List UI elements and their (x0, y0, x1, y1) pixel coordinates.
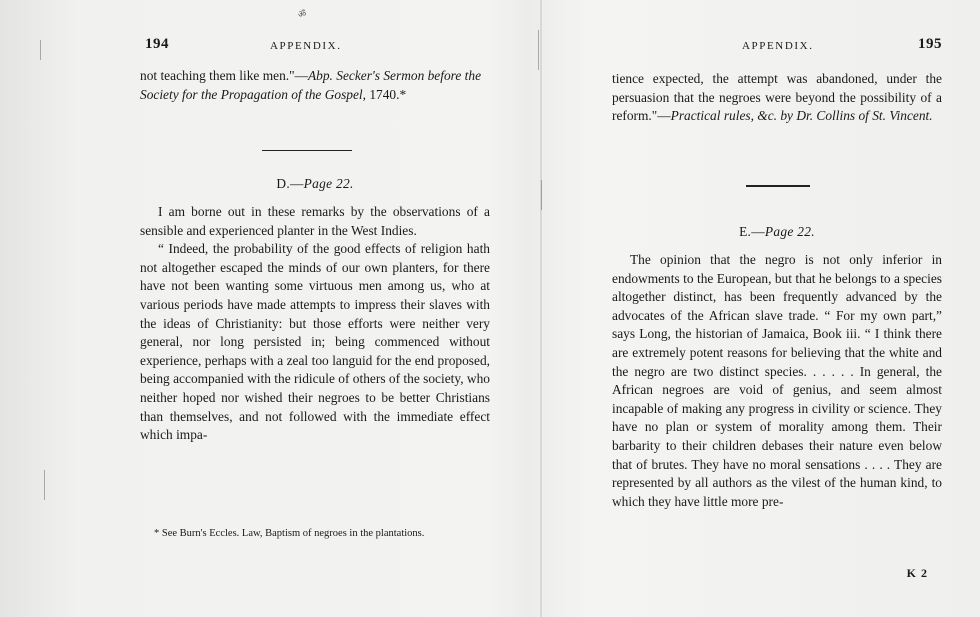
section-divider (746, 185, 810, 187)
left-top-text (140, 67, 490, 104)
paragraph: I am borne out in these remarks by the observations of a sensible and experienced planter in the West Indies. (140, 204, 490, 238)
top-text-plain: not teaching them like men."— (140, 68, 308, 83)
right-edge-mark (541, 180, 542, 210)
printer-ornament: ॐ (298, 9, 307, 19)
top-text-plain: tience expected, the attempt was abandoned, under the persuasion that the negroes were beyond the possibility of a reform."— (612, 71, 942, 124)
footnote-text: * See Burn's Eccles. Law, Baptism of negroes in the plantations. (154, 528, 425, 539)
section-letter: E.— (739, 224, 765, 239)
left-edge-mark (40, 40, 41, 60)
footnote (140, 526, 490, 542)
left-running-head: APPENDIX. (270, 40, 342, 52)
paragraph: The opinion that the negro is not only inferior in endowments to the European, but that he belongs to a species altogether distinct, has been frequently advanced by the advocates of the African slave trade. “ For my own part,” says Long, the historian of Jamaica, Book iii. “ I think there are extremely potent reasons for believing that the white and the negro are two distinct species. . . . . . In general, the African negroes are void of genius, and seem almost incapable of making any progress in civility or science. They have no plan or system of morality among them. Their barbarity to their children debases their nature even below that of brutes. They have no moral sensations . . . . They are represented by all authors as the vilest of the human kind, to which they have little more pre- (612, 252, 942, 509)
right-body (612, 251, 942, 511)
section-page-ref: Page 22. (303, 176, 354, 191)
top-text-citation: Abp. Secker's Sermon before the Society for the Propagation of the Gospel, (140, 68, 482, 102)
left-page-header (140, 36, 490, 56)
top-text-year: 1740.* (366, 86, 407, 102)
right-top-text (612, 70, 942, 126)
right-edge-mark (538, 30, 539, 70)
right-page-header (612, 36, 942, 56)
section-letter: D.— (276, 176, 304, 191)
left-body (140, 203, 490, 445)
top-text-citation: Practical rules, &c. by Dr. Collins of St. Vincent. (670, 108, 933, 124)
paragraph: “ Indeed, the probability of the good effects of religion hath not altogether escaped the minds of our own planters, for there have not been wanting some virtuous men among us, who at various periods have made attempts to impress their slaves with the ideas of Christianity: but those efforts were neither very general, nor long persisted in; being commenced without experience, perhaps with a zeal too languid for the end proposed, being accompanied with the ridicule of others of the society, who neither hoped nor wished their negroes to be better Christians than themselves, and not followed with the immediate effect which impa- (140, 241, 490, 443)
left-page-number: 194 (145, 36, 169, 52)
section-divider (262, 150, 352, 151)
left-edge-mark (44, 470, 45, 500)
book-gutter (540, 0, 542, 617)
section-page-ref: Page 22. (764, 224, 815, 239)
section-heading-e (612, 224, 942, 240)
section-heading-d (140, 176, 490, 192)
signature-mark: K 2 (906, 566, 928, 580)
right-running-head: APPENDIX. (742, 40, 814, 52)
right-page-number: 195 (918, 36, 942, 52)
